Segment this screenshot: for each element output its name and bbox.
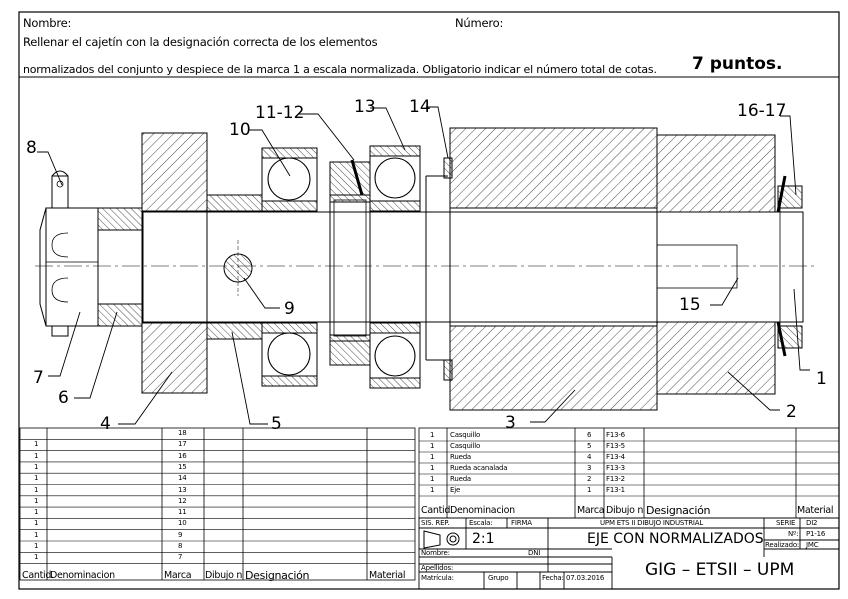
balloon-2: 2	[786, 402, 797, 422]
points-value: 7 puntos.	[692, 54, 783, 74]
right-row-name: Rueda acanalada	[450, 464, 508, 472]
left-row-qty: 1	[34, 508, 39, 517]
left-row-qty: 1	[34, 485, 39, 494]
right-row-qty: 1	[430, 431, 435, 439]
right-row-drawing: F13-6	[606, 431, 625, 439]
right-row-name: Rueda	[450, 475, 472, 483]
right-row-qty: 1	[430, 486, 435, 494]
tb-footer-brand: GIG – ETSII – UPM	[645, 560, 795, 580]
bushing-part-6	[98, 208, 142, 326]
left-header-material: Material	[369, 570, 406, 581]
right-row-drawing: F13-1	[606, 486, 625, 494]
balloon-7: 7	[33, 368, 44, 388]
right-row-name: Casquillo	[450, 442, 481, 450]
left-row-mark: 14	[178, 474, 187, 483]
right-row-drawing: F13-5	[606, 442, 625, 450]
left-header-name: Denominacion	[50, 570, 115, 581]
tb-scale-value: 2:1	[472, 531, 495, 547]
left-header-qty: Cantid.	[22, 570, 54, 581]
right-header-material: Material	[797, 505, 834, 516]
balloon-10: 10	[229, 120, 251, 140]
tb-grupo-label: Grupo	[488, 574, 509, 582]
right-row-drawing: F13-4	[606, 453, 625, 461]
left-row-mark: 10	[178, 519, 187, 528]
balloon-14: 14	[409, 97, 431, 117]
right-row-qty: 1	[430, 442, 435, 450]
balloon-13: 13	[354, 97, 376, 117]
right-row-qty: 1	[430, 453, 435, 461]
left-row-mark: 13	[178, 485, 187, 494]
tb-serie-label: SERIE	[776, 519, 796, 527]
balloon-4: 4	[100, 414, 111, 434]
tb-title: EJE CON NORMALIZADOS	[587, 531, 764, 547]
left-row-mark: 7	[178, 553, 183, 562]
left-row-qty: 1	[34, 462, 39, 471]
number-label: Número:	[455, 16, 504, 30]
projection-symbol-icon	[424, 531, 459, 548]
balloon-11-12: 11-12	[255, 103, 305, 123]
right-row-name: Casquillo	[450, 431, 481, 439]
nut-part-7	[40, 208, 98, 326]
right-header-qty: Cantid.	[421, 505, 453, 516]
balloon-16-17: 16-17	[737, 101, 787, 121]
balloon-15: 15	[679, 295, 701, 315]
parts-list-left-rows	[20, 439, 415, 563]
right-row-mark: 4	[587, 453, 592, 461]
ring-part-14	[426, 158, 452, 380]
left-row-mark: 16	[178, 451, 187, 460]
tb-fecha-label: Fecha:	[542, 574, 564, 582]
left-row-mark: 12	[178, 496, 187, 505]
left-row-mark: 9	[178, 530, 183, 539]
right-row-qty: 1	[430, 475, 435, 483]
right-row-mark: 1	[587, 486, 592, 494]
tb-num-label: Nº:	[788, 530, 799, 538]
pin-part-9	[224, 240, 252, 296]
pin-part-8	[52, 171, 68, 336]
instruction-line-2: normalizados del conjunto y despiece de la marca 1 a escala normalizada. Obligatorio indicar el número total de cotas.	[23, 63, 657, 76]
right-header-mark: Marca	[577, 505, 605, 516]
tb-serie-value: DI2	[806, 519, 818, 527]
bearing-part-10	[262, 148, 317, 386]
wheel-part-2	[657, 135, 775, 394]
left-row-qty: 1	[34, 440, 39, 449]
left-row-mark: 18	[178, 429, 187, 437]
balloon-8: 8	[26, 138, 37, 158]
left-header-designation: Designación	[245, 569, 310, 582]
balloon-6: 6	[58, 388, 69, 408]
nut-part-11-12	[330, 160, 370, 365]
balloon-9: 9	[284, 299, 295, 319]
right-row-name: Rueda	[450, 453, 472, 461]
tb-nombre-label: Nombre:	[421, 549, 450, 557]
tb-realizado-label: Realizado:	[765, 541, 800, 549]
left-row-qty: 1	[34, 519, 39, 528]
instruction-line-1: Rellenar el cajetín con la designación correcta de los elementos	[23, 35, 378, 49]
left-row-mark: 17	[178, 440, 187, 449]
tb-sist-rep: SIS. REP.	[421, 519, 450, 527]
right-row-drawing: F13-3	[606, 464, 625, 472]
bearing-part-13	[370, 146, 420, 388]
left-row-qty: 1	[34, 474, 39, 483]
left-row-mark: 11	[178, 508, 187, 517]
tb-fecha-value: 07.03.2016	[566, 574, 605, 582]
right-row-qty: 1	[430, 464, 435, 472]
left-header-drawing: Dibujo n	[205, 570, 243, 581]
tb-institution: UPM ETS II DIBUJO INDUSTRIAL	[600, 519, 704, 527]
tb-dni-label: DNI	[528, 549, 541, 557]
tb-realizado-value: JMC	[806, 541, 819, 549]
left-row-mark: 15	[178, 462, 187, 471]
right-header-designation: Designación	[646, 504, 711, 517]
tb-matricula-label: Matrícula:	[421, 574, 454, 582]
keyway	[657, 245, 737, 288]
right-row-mark: 3	[587, 464, 592, 472]
right-row-mark: 6	[587, 431, 592, 439]
right-row-mark: 2	[587, 475, 592, 483]
right-header-name: Denominacion	[450, 505, 515, 516]
tb-apellidos-label: Apellidos:	[421, 564, 454, 572]
balloon-3: 3	[505, 413, 516, 433]
tb-num-value: P1-16	[806, 530, 826, 538]
left-header-mark: Marca	[164, 570, 192, 581]
right-row-name: Eje	[450, 486, 461, 494]
wheel-part-4	[142, 133, 207, 393]
left-row-qty: 1	[34, 496, 39, 505]
left-row-qty: 1	[34, 451, 39, 460]
right-row-mark: 5	[587, 442, 592, 450]
tb-firma-label: FIRMA	[511, 519, 532, 527]
tb-escala-label: Escala:	[469, 519, 493, 527]
left-row-qty: 1	[34, 553, 39, 562]
wheel-part-3	[450, 128, 657, 410]
left-row-mark: 8	[178, 542, 183, 550]
balloon-1: 1	[816, 369, 827, 389]
left-row-qty: 1	[34, 542, 39, 550]
balloon-5: 5	[271, 414, 282, 434]
name-label: Nombre:	[23, 16, 72, 30]
right-header-drawing: Dibujo n	[606, 505, 644, 516]
right-row-drawing: F13-2	[606, 475, 625, 483]
left-row-qty: 1	[34, 530, 39, 539]
